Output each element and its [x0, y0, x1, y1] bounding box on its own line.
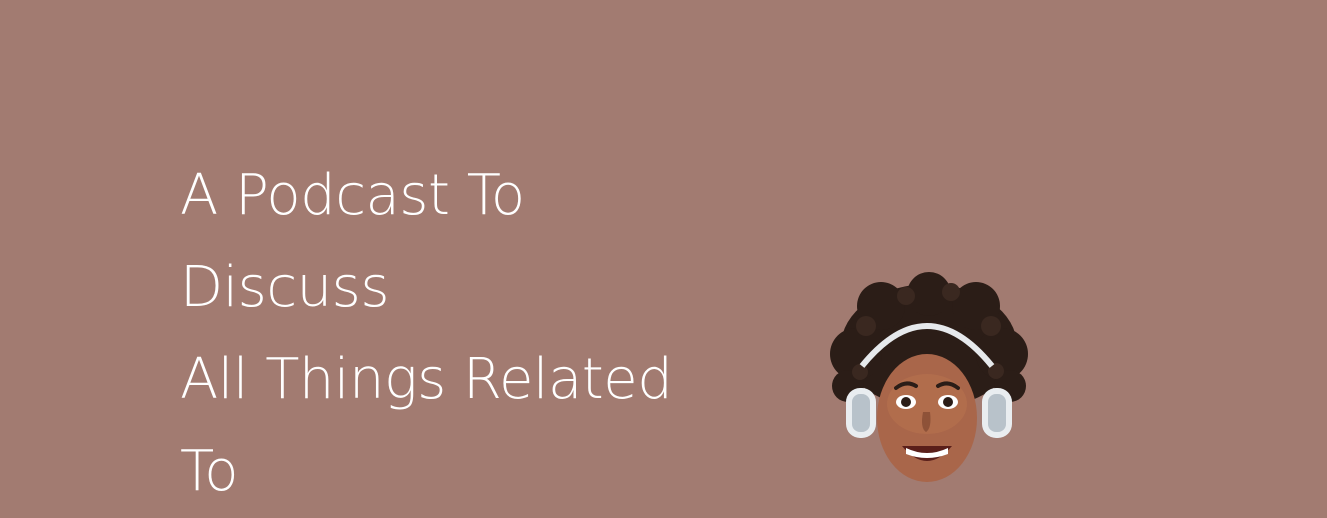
hero-headline [180, 150, 672, 518]
headline-line: All Things Related [180, 347, 673, 412]
headline-line: Discuss [180, 255, 389, 320]
headline-line: To [180, 439, 238, 504]
person-with-headphones-icon [826, 276, 1032, 476]
headline-line: A Podcast To [180, 163, 525, 228]
